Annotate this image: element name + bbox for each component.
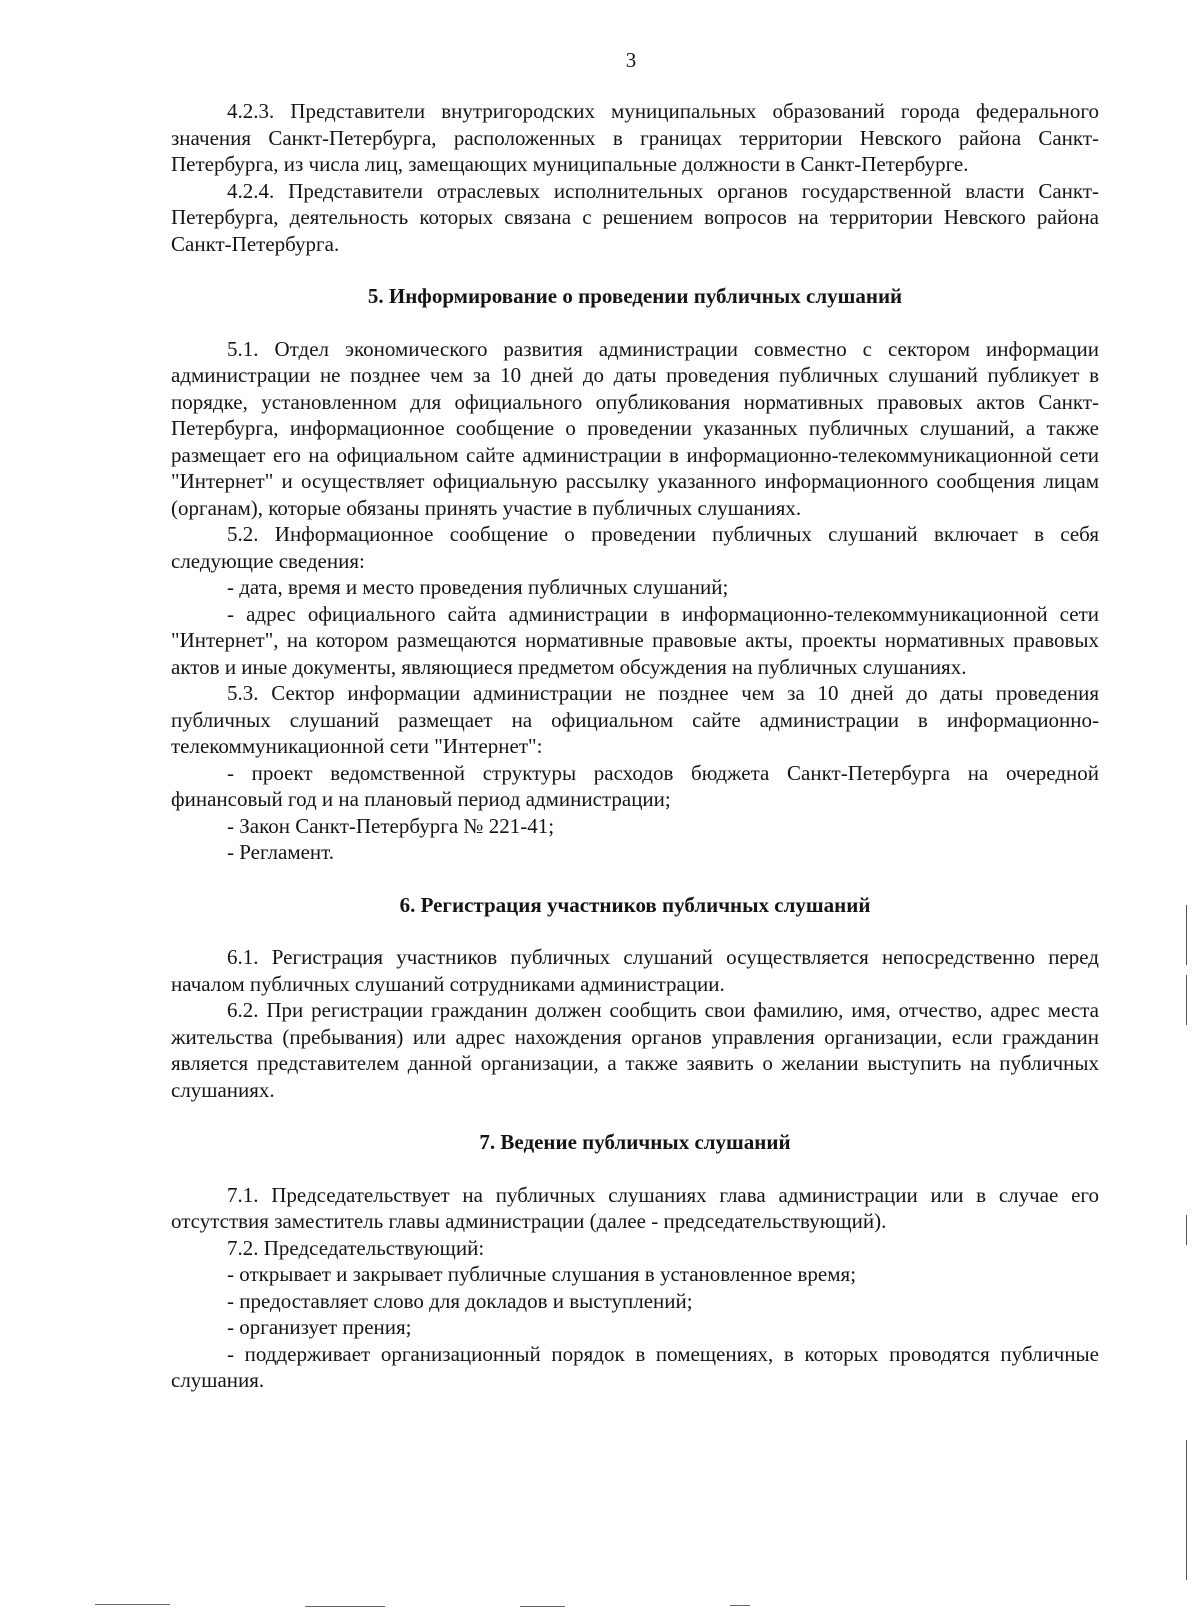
list-item: - проект ведомственной структуры расходов бюджета Санкт-Петербурга на очередной финансовый год и на плановый период администрации; xyxy=(171,760,1099,811)
list-item: - предоставляет слово для докладов и выступлений; xyxy=(227,1288,693,1313)
list-item: - адрес официального сайта администрации в информационно-телекоммуникационной сети "Интернет", на котором размещаются нормативные правовые акты, проекты нормативных правовых актов и иные документы, являющиеся предметом обсуждения на публичных слушаниях. xyxy=(171,601,1099,679)
scan-bottom-mark xyxy=(95,1604,170,1605)
paragraph-5-1: 5.1. Отдел экономического развития администрации совместно с сектором информации администрации не позднее чем за 10 дней до даты проведения публичных слушаний публикует в порядке, установленном для официального опубликования нормативных правовых актов Санкт-Петербурга, информационное сообщение о проведении указанных публичных слушаний, а также размещает его на официальном сайте администрации в информационно-телекоммуникационной сети "Интернет" и осуществляет официальную рассылку указанного информационного сообщения лицам (органам), которые обязаны принять участие в публичных слушаниях. xyxy=(171,336,1099,520)
paragraph-6-2: 6.2. При регистрации гражданин должен сообщить свои фамилию, имя, отчество, адрес места жительства (пребывания) или адрес нахождения органов управления организации, если гражданин является представителем данной организации, а также заявить о желании выступить на публичных слушаниях. xyxy=(171,998,1099,1102)
paragraph-7-1: 7.1. Председательствует на публичных слушаниях глава администрации или в случае его отсутствия заместитель главы администрации (далее - председательствующий). xyxy=(171,1182,1099,1233)
list-item: - организует прения; xyxy=(227,1315,412,1339)
paragraph-5-2: 5.2. Информационное сообщение о проведении публичных слушаний включает в себя следующие сведения: xyxy=(171,522,1099,573)
list-item: - поддерживает организационный порядок в помещениях, в которых проводятся публичные слушания. xyxy=(171,1341,1099,1392)
list-item: - открывает и закрывает публичные слушания в установленное время; xyxy=(227,1262,857,1286)
section-7-heading: 7. Ведение публичных слушаний xyxy=(479,1130,791,1154)
paragraph-4-2-3: 4.2.3. Представители внутригородских муниципальных образований города федерального значения Санкт-Петербурга, расположенных в границах территории Невского района Санкт-Петербурга, из числа лиц, замещающих муниципальные должности в Санкт-Петербурге. xyxy=(171,99,1099,176)
paragraph-5-3: 5.3. Сектор информации администрации не позднее чем за 10 дней до даты проведения публичных слушаний размещает на официальном сайте администрации в информационно-телекоммуникационной сети "Интернет": xyxy=(171,681,1099,758)
scan-edge-mark xyxy=(1186,975,1187,1025)
paragraph-6-1: 6.1. Регистрация участников публичных слушаний осуществляется непосредственно перед началом публичных слушаний сотрудниками администрации. xyxy=(171,945,1099,996)
list-item: - Регламент. xyxy=(227,840,335,864)
list-item: - дата, время и место проведения публичных слушаний; xyxy=(227,575,729,599)
scan-edge-mark xyxy=(1186,1440,1187,1580)
paragraph-7-2: 7.2. Председательствующий: xyxy=(227,1235,485,1260)
scan-bottom-mark xyxy=(305,1606,385,1607)
section-6-heading: 6. Регистрация участников публичных слушаний xyxy=(399,892,871,917)
page-number: 3 xyxy=(625,48,637,72)
paragraph-4-2-4: 4.2.4. Представители отраслевых исполнительных органов государственной власти Санкт-Петербурга, деятельность которых связана с решением вопросов на территории Невского района Санкт-Петербурга. xyxy=(171,178,1099,256)
list-item: - Закон Санкт-Петербурга № 221-41; xyxy=(227,813,555,838)
document-body xyxy=(171,98,1099,1394)
scan-edge-mark xyxy=(1186,905,1187,965)
scan-bottom-mark xyxy=(520,1606,565,1607)
scan-bottom-mark xyxy=(730,1605,750,1606)
section-5-heading: 5. Информирование о проведении публичных слушаний xyxy=(367,284,903,308)
scan-edge-mark xyxy=(1186,1215,1187,1245)
